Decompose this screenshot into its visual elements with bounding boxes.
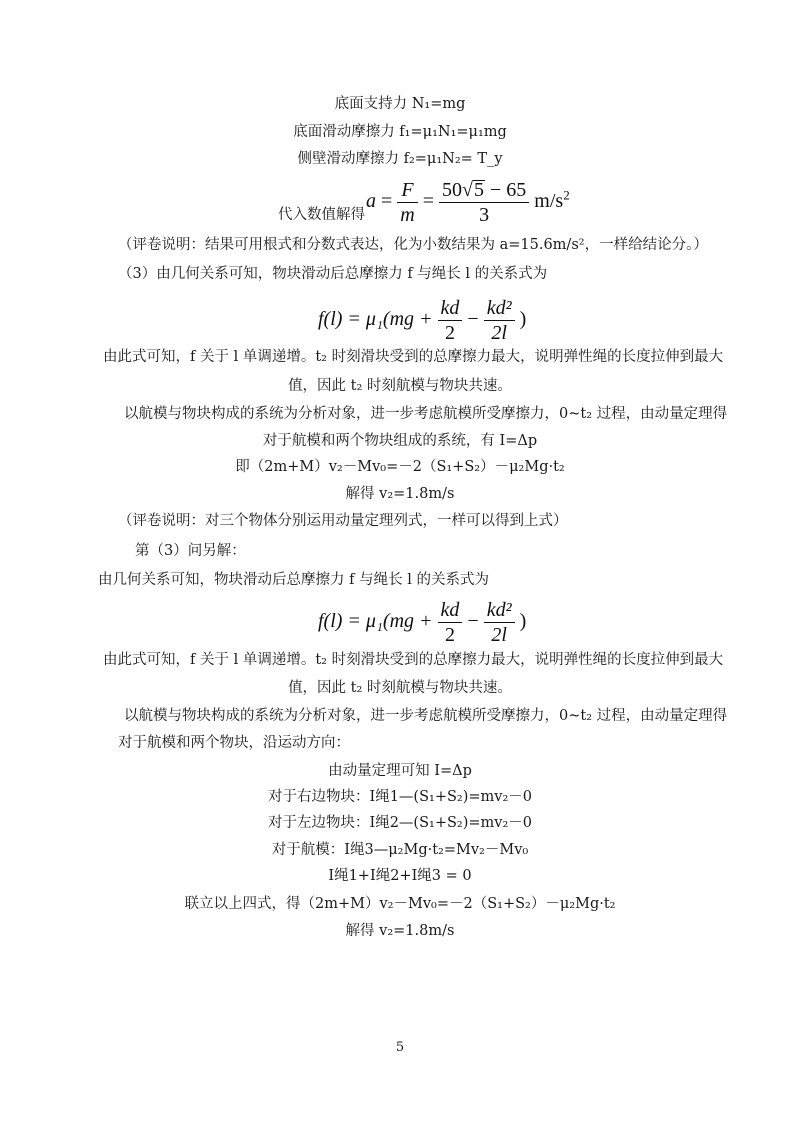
text-line-part3-intro: （3）由几何关系可知，物块滑动后总摩擦力 f 与绳长 l 的关系式为: [118, 266, 548, 282]
text-line-common-speed: 值，因此 t₂ 时刻航模与物块共速。: [288, 378, 512, 394]
equation-friction-vs-length-alt: [318, 598, 526, 647]
eq-f-frac1-num: kd: [438, 296, 463, 321]
text-line-alt-common-speed: 值，因此 t₂ 时刻航模与物块共速。: [288, 680, 512, 696]
text-line-monotonic: 由此式可知，f 关于 l 单调递增。t₂ 时刻滑块受到的总摩擦力最大，说明弹性绳的长度拉伸到最大: [103, 349, 724, 365]
eq-f2-frac2-num: kd²: [484, 598, 515, 623]
text-line-system-analysis: 以航模与物块构成的系统为分析对象，进一步考虑航模所受摩擦力，0~t₂ 过程，由动量定理得: [124, 406, 728, 422]
eq-f-close: ): [519, 308, 527, 331]
eq-a-f-num: F: [397, 178, 417, 203]
text-line-grading-note-2: （评卷说明：对三个物体分别运用动量定理列式，一样可以得到上式）: [118, 513, 568, 529]
eq-f2-lhs: f(l) = μ₁(mg +: [318, 610, 433, 633]
equation-acceleration: a = $\frac{F}{m}$ = $\frac{50√5 - 65}{3}$ $m/s^2$: [366, 179, 570, 226]
eq-f-frac2-den: 2l: [491, 322, 507, 344]
eq-f-fraction-1: [438, 296, 463, 345]
eq-f2-minus: −: [467, 610, 479, 633]
eq-a-lhs: a: [366, 190, 376, 213]
eq-f2-frac1-den: 2: [444, 624, 455, 646]
text-line-system-impulse: 对于航模和两个物块组成的系统，有 I=Δp: [262, 433, 538, 449]
text-line-result-2: 解得 v₂=1.8m/s: [345, 923, 455, 939]
text-line-momentum-equation: 即（2m+M）v₂－Mv₀=－2（S₁+S₂）－μ₂Mg·t₂: [235, 459, 565, 475]
eq-a-num-coef: 50: [442, 179, 463, 201]
eq-a-unit: m/s: [534, 190, 564, 213]
text-line-grading-note-1: （评卷说明：结果可用根式和分数式表达，化为小数结果为 a=15.6m/s²，一样给结论分。）: [118, 237, 708, 253]
eq-f-minus: −: [467, 308, 479, 331]
page-number: 5: [395, 1040, 405, 1055]
eq-a-num-const: − 65: [485, 179, 527, 201]
eq-f-lhs: f(l) = μ₁(mg +: [318, 308, 433, 331]
eq-f2-fraction-2: [484, 598, 515, 647]
text-line-alt-system-analysis: 以航模与物块构成的系统为分析对象，进一步考虑航模所受摩擦力，0~t₂ 过程，由动量定理得: [124, 708, 728, 724]
eq-f2-frac2-den: 2l: [491, 624, 507, 646]
text-line-normal-force: 底面支持力 N₁=mg: [334, 96, 466, 112]
eq-a-fraction-f-over-m: [397, 178, 417, 227]
eq-f-frac2-num: kd²: [484, 296, 515, 321]
eq-a-unit-exponent: 2: [563, 187, 570, 203]
eq-a-numerator: 50√5 − 65: [439, 178, 529, 203]
text-line-alternative-heading: 第（3）问另解：: [135, 543, 246, 559]
text-line-left-block: 对于左边物块：I绳2—(S₁+S₂)=mv₂－0: [267, 815, 533, 831]
text-line-result-1: 解得 v₂=1.8m/s: [345, 486, 455, 502]
text-line-alt-impulse: 由动量定理可知 I=Δp: [328, 763, 472, 779]
eq-f2-fraction-1: [438, 598, 463, 647]
eq-f2-close: ): [519, 610, 527, 633]
text-line-combined-equation: 联立以上四式，得（2m+M）v₂－Mv₀=－2（S₁+S₂）－μ₂Mg·t₂: [184, 896, 616, 912]
text-line-alt-direction: 对于航模和两个物块，沿运动方向：: [118, 735, 350, 751]
text-line-impulse-sum: I绳1+I绳2+I绳3 = 0: [328, 868, 472, 884]
text-line-bottom-friction: 底面滑动摩擦力 f₁=μ₁N₁=μ₁mg: [293, 124, 507, 140]
eq-f-fraction-2: [484, 296, 515, 345]
eq-f2-frac1-num: kd: [438, 598, 463, 623]
text-line-substitute: 代入数值解得: [278, 207, 365, 223]
text-line-side-friction: 侧壁滑动摩擦力 f₂=μ₁N₂= T_y: [297, 151, 503, 167]
text-line-model-plane: 对于航模：I绳3—μ₂Mg·t₂=Mv₂－Mv₀: [271, 842, 529, 858]
text-line-alt-intro: 由几何关系可知，物块滑动后总摩擦力 f 与绳长 l 的关系式为: [98, 572, 489, 588]
eq-a-f-den: m: [400, 204, 415, 226]
eq-a-radicand: 5: [474, 179, 484, 201]
eq-a-fraction-value: [439, 178, 529, 227]
text-line-right-block: 对于右边物块：I绳1—(S₁+S₂)=mv₂－0: [267, 789, 533, 805]
text-line-alt-monotonic: 由此式可知，f 关于 l 单调递增。t₂ 时刻滑块受到的总摩擦力最大，说明弹性绳的长度拉伸到最大: [103, 652, 724, 668]
eq-a-denominator: 3: [479, 204, 490, 226]
equation-friction-vs-length: [318, 296, 526, 345]
eq-f-frac1-den: 2: [444, 322, 455, 344]
